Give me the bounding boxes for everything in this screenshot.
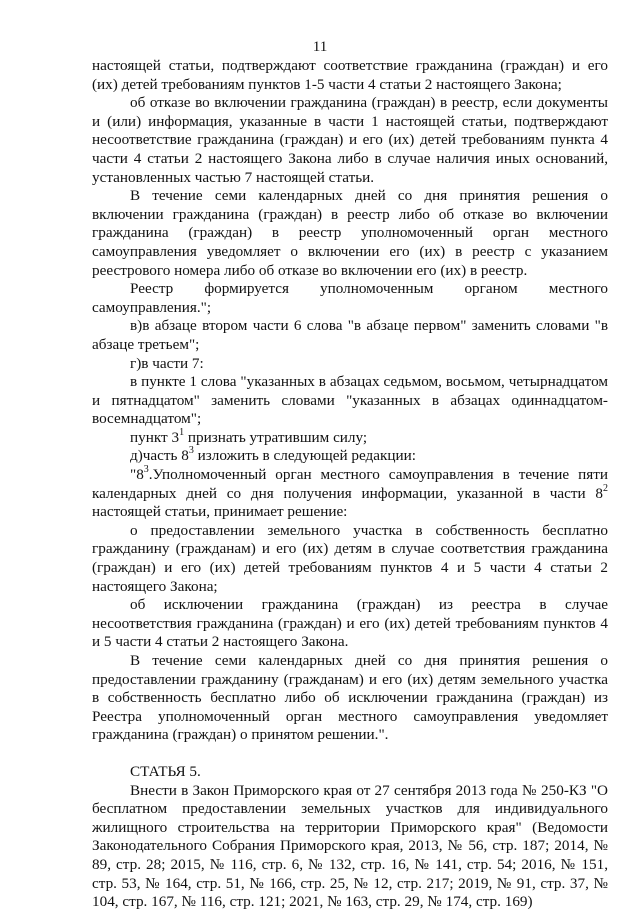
page-number: 11 xyxy=(312,38,328,55)
article-heading: СТАТЬЯ 5. xyxy=(130,762,201,780)
paragraph: д)часть $8^3$ изложить в следующей редакции: xyxy=(130,445,416,465)
paragraph: В течение семи календарных дней со дня принятия решения о предоставлении гражданину (гражданам) и его (их) детям земельного участка в собственность бесплатно либо об исключении гражданина (граждан) из Реестра уполномоченный орган местного самоуправления уведомляет гражданина (граждан) о принятом решении.". xyxy=(92,652,608,744)
paragraph: об отказе во включении гражданина (граждан) в реестр, если документы и (или) информация, указанные в части 1 настоящей статьи, подтверждают несоответствие гражданина (граждан) и его (их) детей требованиям пункта 4 части 4 статьи 2 настоящего Закона либо в случае наличия иных оснований, установленных частью 7 настоящей статьи. xyxy=(92,94,608,186)
document-body xyxy=(92,57,608,912)
paragraph: "$8^3.Уполномоченный$ орган местного самоуправления в течение пяти календарных дней со дня получения информации, указанной в части $8^2$ настоящей статьи, принимает решение: xyxy=(92,464,608,521)
paragraph: в)в абзаце втором части 6 слова "в абзаце первом" заменить словами "в абзаце третьем"; xyxy=(92,317,608,353)
paragraph: г)в части 7: xyxy=(130,354,204,372)
paragraph: В течение семи календарных дней со дня принятия решения о включении гражданина (граждан) в реестр либо об отказе во включении гражданина (граждан) в реестр уполномоченный орган местного самоуправления уведомляет о включении его (их) в реестр с указанием реестрового номера либо об отказе во включении его (их) в реестр. xyxy=(92,187,608,279)
paragraph: об исключении гражданина (граждан) из реестра в случае несоответствия гражданина (граждан) и его (их) детей требованиям пунктов 4 и 5 части 4 статьи 2 настоящего Закона. xyxy=(92,596,608,651)
paragraph: о предоставлении земельного участка в собственность бесплатно гражданину (гражданам) и его (их) детям в случае соответствия гражданина (граждан) и его (их) детей требованиям пунктов 4 и 5 части 4 статьи 2 настоящего Закона; xyxy=(92,521,608,595)
paragraph: Реестр формируется уполномоченным органом местного самоуправления."; xyxy=(92,280,608,316)
article-paragraph: Внести в Закон Приморского края от 27 сентября 2013 года № 250-КЗ "О бесплатном предоставлении земельных участков для индивидуального жилищного строительства на территории Приморского края" (Ведомости Законодательного Собрания Приморского края, 2013, № 56, стр. 187; 2014, № 89, стр. 28; 2015, № 116, стр. 6, № 132, стр. 16, № 141, стр. 54; 2016, № 151, стр. 53, № 164, стр. 51, № 166, стр. 25, № 12, стр. 217; 2019, № 91, стр. 37, № 104, стр. 167, № 116, стр. 121; 2021, № 163, стр. 29, № 174, стр. 169) xyxy=(92,781,608,911)
paragraph: настоящей статьи, подтверждают соответствие гражданина (граждан) и его (их) детей требованиям пунктов 1-5 части 4 статьи 2 настоящего Закона; xyxy=(92,57,608,93)
paragraph: пункт $3^1$ признать утратившим силу; xyxy=(130,426,368,446)
paragraph: в пункте 1 слова "указанных в абзацах седьмом, восьмом, четырнадцатом и пятнадцатом" заменить словами "указанных в абзацах одиннадцатом-восемнадцатом"; xyxy=(92,373,608,428)
